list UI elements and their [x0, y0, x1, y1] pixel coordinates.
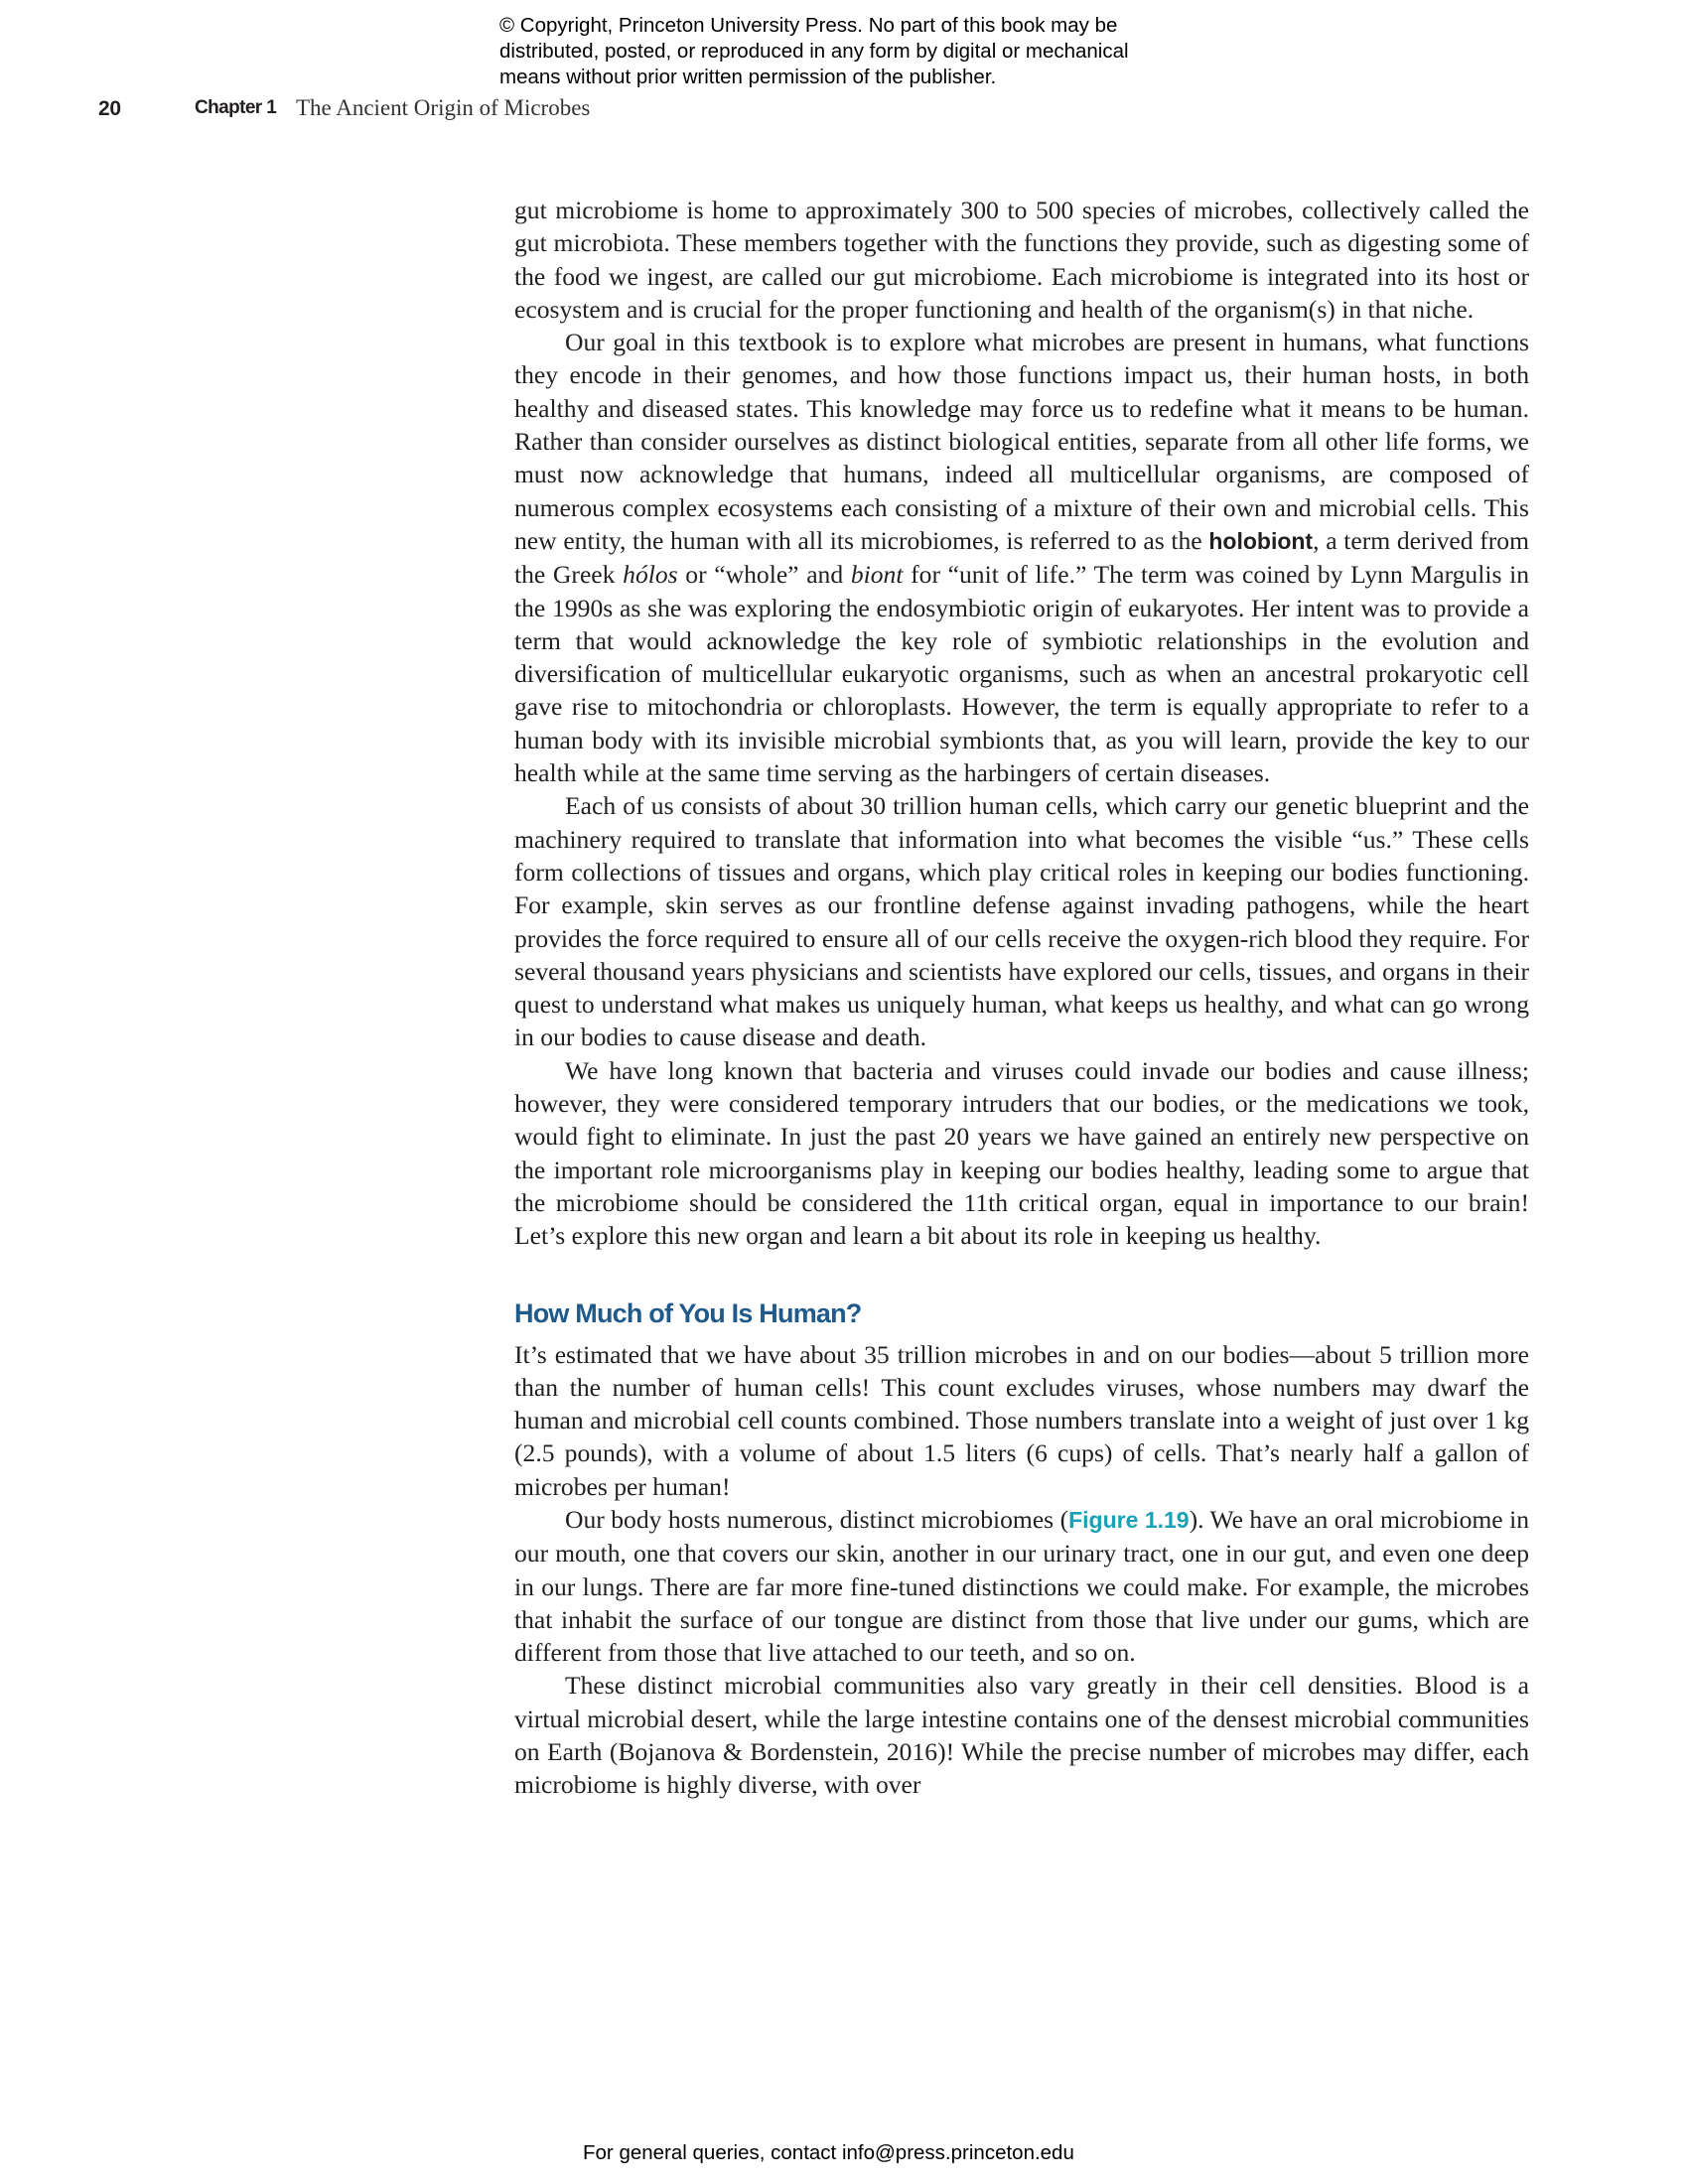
- paragraph-2-text-3: or “whole” and: [677, 560, 851, 590]
- greek-word-holos: hólos: [623, 560, 678, 590]
- paragraph-6-text-1: Our body hosts numerous, distinct microbiomes (: [565, 1504, 1069, 1534]
- paragraph-6-text-2: ). We have an oral microbiome in our mouth, one that covers our skin, another in our urinary tract, one in our gut, and even one deep in our lungs. There are far more fine-tuned distinctions we could make. For example, the microbes that inhabit the surface of our tongue are distinct from those that live under our gums, which are different from those that live attached to our teeth, and so on.: [514, 1504, 1529, 1668]
- paragraph-2-text-2: , a term derived from the Greek: [514, 525, 1530, 590]
- paragraph-4: We have long known that bacteria and viruses could invade our bodies and cause illness; however, they were considered temporary intruders that our bodies, or the medications we took, would fight to eliminate. In just the past 20 years we have gained an entirely new perspective on the important role microorganisms play in keeping our bodies healthy, leading some to argue that the microbiome should be considered the 11th critical organ, equal in importance to our brain! Let’s explore this new organ and learn a bit about its role in keeping us healthy.: [514, 1055, 1529, 1251]
- footer-contact: For general queries, contact info@press.princeton.edu: [583, 2141, 1074, 2164]
- paragraph-3: Each of us consists of about 30 trillion human cells, which carry our genetic blueprint and the machinery required to translate that information into what becomes the visible “us.” These cells form collections of tissues and organs, which play critical roles in keeping our bodies functioning. For example, skin serves as our frontline defense against invading pathogens, while the heart provides the force required to ensure all of our cells receive the oxygen-rich blood they require. For several thousand years physicians and scientists have explored our cells, tissues, and organs in their quest to understand what makes us uniquely human, what keeps us healthy, and what can go wrong in our bodies to cause disease and death.: [514, 791, 1529, 1052]
- section-heading: How Much of You Is Human?: [514, 1297, 862, 1328]
- copyright-line-3: means without prior written permission of the publisher.: [499, 66, 997, 88]
- running-head: [0, 95, 1688, 125]
- greek-word-biont: biont: [850, 560, 904, 590]
- copyright-notice: [499, 13, 1254, 90]
- page-number: 20: [98, 97, 121, 120]
- paragraph-1: gut microbiome is home to approximately 300 to 500 species of microbes, collectively called the gut microbiota. These members together with the functions they provide, such as digesting some of the food we ingest, are called our gut microbiome. Each microbiome is integrated into its host or ecosystem and is crucial for the proper functioning and health of the organism(s) in that niche.: [514, 196, 1529, 324]
- paragraph-5: It’s estimated that we have about 35 trillion microbes in and on our bodies—about 5 trillion more than the number of human cells! This count excludes viruses, whose numbers may dwarf the human and microbial cell counts combined. Those numbers translate into a weight of just over 1 kg (2.5 pounds), with a volume of about 1.5 liters (6 cups) of cells. That’s nearly half a gallon of microbes per human!: [514, 1339, 1529, 1501]
- main-text: [514, 194, 1529, 1802]
- paragraph-7: These distinct microbial communities also vary greatly in their cell densities. Blood is a virtual microbial desert, while the large intestine contains one of the densest microbial communities on Earth (Bojanova & Bordenstein, 2016)! While the precise number of microbes may differ, each microbiome is highly diverse, with over: [514, 1671, 1529, 1800]
- copyright-line-2: distributed, posted, or reproduced in any form by digital or mechanical: [499, 40, 1129, 63]
- chapter-title: The Ancient Origin of Microbes: [296, 95, 591, 120]
- chapter-label: Chapter 1: [195, 97, 277, 118]
- paragraph-2-text-4: for “unit of life.” The term was coined by Lynn Margulis in the 1990s as she was exploring the endosymbiotic origin of eukaryotes. Her intent was to provide a term that would acknowledge the key role of symbiotic relationships in the evolution and diversification of multicellular eukaryotic organisms, such as when an ancestral prokaryotic cell gave rise to mitochondria or chloroplasts. However, the term is equally appropriate to refer to a human body with its invisible microbial symbionts that, as you will learn, provide the key to our health while at the same time serving as the harbingers of certain diseases.: [514, 560, 1529, 788]
- paragraph-6: [514, 1503, 1529, 1669]
- paragraph-2-text-1: Our goal in this textbook is to explore what microbes are present in humans, what functions they encode in their genomes, and how those functions impact us, their human hosts, in both healthy and diseased states. This knowledge may force us to redefine what it means to be human. Rather than consider ourselves as distinct biological entities, separate from all other life forms, we must now acknowledge that humans, indeed all multicellular organisms, are composed of numerous complex ecosystems each consisting of a mixture of their own and microbial cells. This new entity, the human with all its microbiomes, is referred to as the: [514, 328, 1529, 555]
- paragraph-2: [514, 326, 1529, 789]
- figure-reference-link[interactable]: Figure 1.19: [1068, 1506, 1190, 1533]
- key-term-holobiont: holobiont: [1208, 527, 1314, 554]
- copyright-line-1: © Copyright, Princeton University Press. No part of this book may be: [499, 14, 1118, 37]
